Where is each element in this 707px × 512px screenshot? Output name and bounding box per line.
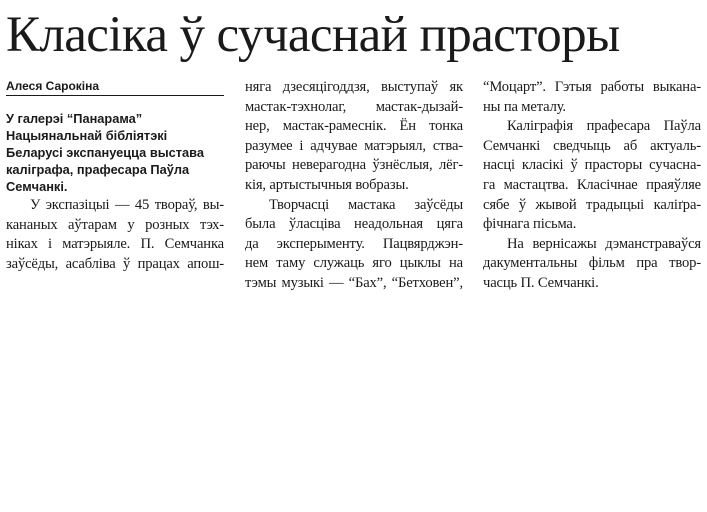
text-line: нем таму служаць яго цыклы на — [245, 255, 463, 272]
text-line: У экспазіцыі — 45 твораў, вы- — [30, 197, 224, 213]
text-line: няга дзесяцігоддзя, выступаў як — [245, 79, 463, 95]
text-line: фічнага пісьма. — [483, 216, 577, 233]
text-line: нер, мастак-рамеснік. Ён тонка — [245, 118, 463, 135]
text-line: “Моцарт”. Гэтыя работы выкана- — [483, 79, 701, 95]
text-line: га мастацтва. Класічнае праяўляе — [483, 176, 701, 193]
column-3-body — [483, 78, 701, 294]
text-line: ніках і матэрыяле. П. Семчанка — [6, 236, 224, 253]
text-line: Творчасці мастака заўсёды — [269, 196, 463, 213]
article-lead: У галерэі “Панарама” Нацыянальнай бібліятэкі Беларусі экспануецца выстава каліграфа, прафесара Паўла Семчанкі. — [6, 111, 204, 194]
text-line: ны па металу. — [483, 98, 566, 115]
text-line: дакументальны фільм пра твор- — [483, 255, 701, 272]
article-column-2 — [245, 78, 463, 294]
column-2-body — [245, 78, 463, 294]
text-line: Каліграфія прафесара Паўла — [507, 118, 701, 135]
author-byline: Алеся Сарокіна — [6, 78, 224, 96]
text-line: сябе ў жывой традыцыі каліґра- — [483, 196, 701, 213]
column-1-body — [6, 196, 224, 274]
article-headline: Класіка ў сучаснай прасторы — [6, 7, 620, 63]
text-line: насці класікі ў прасторы сучасна- — [483, 157, 701, 174]
text-line: мастак-тэхнолаг, мастак-дызай- — [245, 98, 463, 115]
text-line: тэмы музыкі — “Бах”, “Бетховен”, — [245, 274, 463, 291]
article-column-3 — [483, 78, 701, 294]
text-line: заўсёды, асабліва ў працах апош- — [6, 255, 224, 272]
text-line: была ўласціва неадольная цяга — [245, 216, 463, 233]
text-line: Семчанкі сведчыць аб актуаль- — [483, 137, 701, 154]
text-line: На вернісажы дэманстраваўся — [507, 235, 701, 252]
text-line: кія, артыстычныя вобразы. — [245, 176, 409, 193]
text-line: раючы неверагодна ўзнёслыя, лёг- — [245, 157, 463, 174]
text-line: разумее і адчувае матэрыял, ства- — [245, 137, 463, 154]
article-column-1 — [6, 78, 224, 274]
text-line: кананых аўтарам у розных тэх- — [6, 216, 224, 233]
text-line: да эксперыменту. Пацвярджэн- — [245, 235, 463, 252]
text-line: часць П. Семчанкі. — [483, 274, 599, 291]
